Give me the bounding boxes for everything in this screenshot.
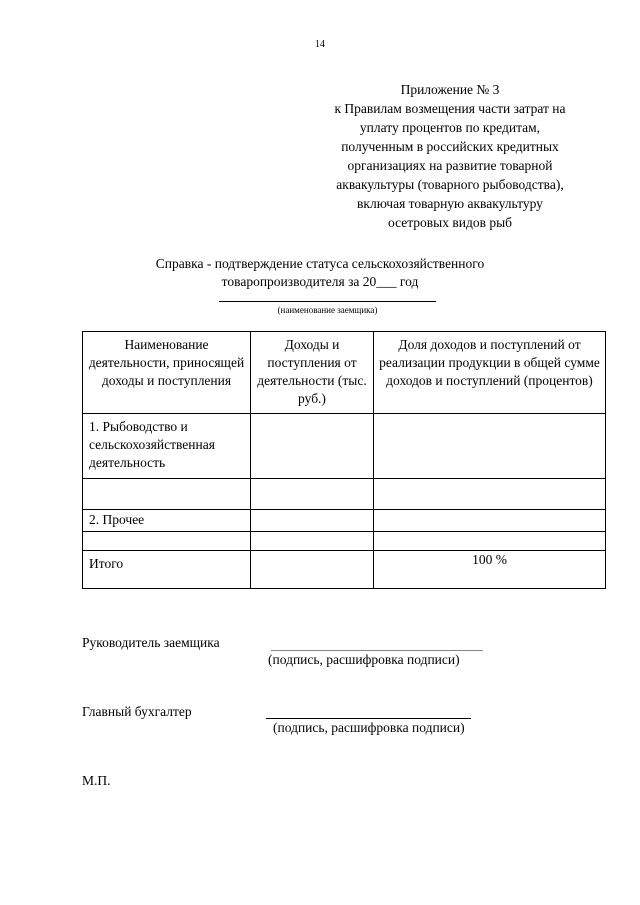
table-row bbox=[83, 532, 606, 551]
table-header-row bbox=[83, 332, 606, 414]
income-cell[interactable] bbox=[251, 551, 374, 589]
status-table bbox=[82, 331, 606, 589]
empty-cell[interactable] bbox=[83, 532, 251, 551]
borrower-name-line[interactable] bbox=[219, 301, 436, 302]
appendix-line: полученным в российских кредитных bbox=[341, 139, 559, 154]
borrower-caption: (наименование заемщика) bbox=[277, 305, 378, 315]
accountant-signature-line[interactable] bbox=[266, 718, 471, 719]
share-cell[interactable] bbox=[374, 532, 606, 551]
income-cell[interactable] bbox=[251, 414, 374, 479]
appendix-line: Приложение № 3 bbox=[400, 82, 500, 97]
empty-cell[interactable] bbox=[83, 479, 251, 510]
header-income: Доходы и поступления от деятельности (тыс. руб.) bbox=[251, 332, 374, 414]
head-signature-caption: (подпись, расшифровка подписи) bbox=[268, 652, 460, 667]
appendix-header bbox=[300, 80, 600, 232]
accountant-label: Главный бухгалтер bbox=[82, 704, 192, 719]
appendix-line: к Правилам возмещения части затрат на bbox=[334, 101, 566, 116]
head-label: Руководитель заемщика bbox=[82, 635, 220, 650]
header-share: Доля доходов и поступлений от реализации продукции в общей сумме доходов и поступлений (процентов) bbox=[374, 332, 606, 414]
seal-label: М.П. bbox=[82, 773, 111, 788]
total-share-value: 100 % bbox=[374, 551, 606, 589]
share-cell[interactable] bbox=[374, 479, 606, 510]
appendix-line: включая товарную аквакультуру bbox=[357, 196, 543, 211]
page-number: 14 bbox=[315, 39, 325, 50]
appendix-line: осетровых видов рыб bbox=[387, 215, 513, 230]
appendix-line: аквакультуры (товарного рыбоводства), bbox=[336, 177, 564, 192]
income-cell[interactable] bbox=[251, 510, 374, 532]
title-line-2: товаропроизводителя за 20___ год bbox=[221, 274, 419, 289]
income-cell[interactable] bbox=[251, 479, 374, 510]
document-title bbox=[0, 255, 640, 291]
share-cell[interactable] bbox=[374, 510, 606, 532]
appendix-line: организациях на развитие товарной bbox=[347, 158, 553, 173]
header-activity: Наименование деятельности, приносящей доходы и поступления bbox=[83, 332, 251, 414]
income-cell[interactable] bbox=[251, 532, 374, 551]
table-row bbox=[83, 479, 606, 510]
row-label-fishery: 1. Рыбоводство и сельскохозяйственная деятельность bbox=[83, 414, 251, 479]
table-row-total bbox=[83, 551, 606, 589]
table-row bbox=[83, 414, 606, 479]
row-label-total: Итого bbox=[83, 551, 251, 589]
title-line-1: Справка - подтверждение статуса сельскохозяйственного bbox=[155, 256, 485, 271]
head-signature-line[interactable] bbox=[271, 650, 483, 651]
appendix-line: уплату процентов по кредитам, bbox=[359, 120, 541, 135]
accountant-signature-caption: (подпись, расшифровка подписи) bbox=[273, 720, 465, 735]
table-row bbox=[83, 510, 606, 532]
share-cell[interactable] bbox=[374, 414, 606, 479]
row-label-other: 2. Прочее bbox=[83, 510, 251, 532]
